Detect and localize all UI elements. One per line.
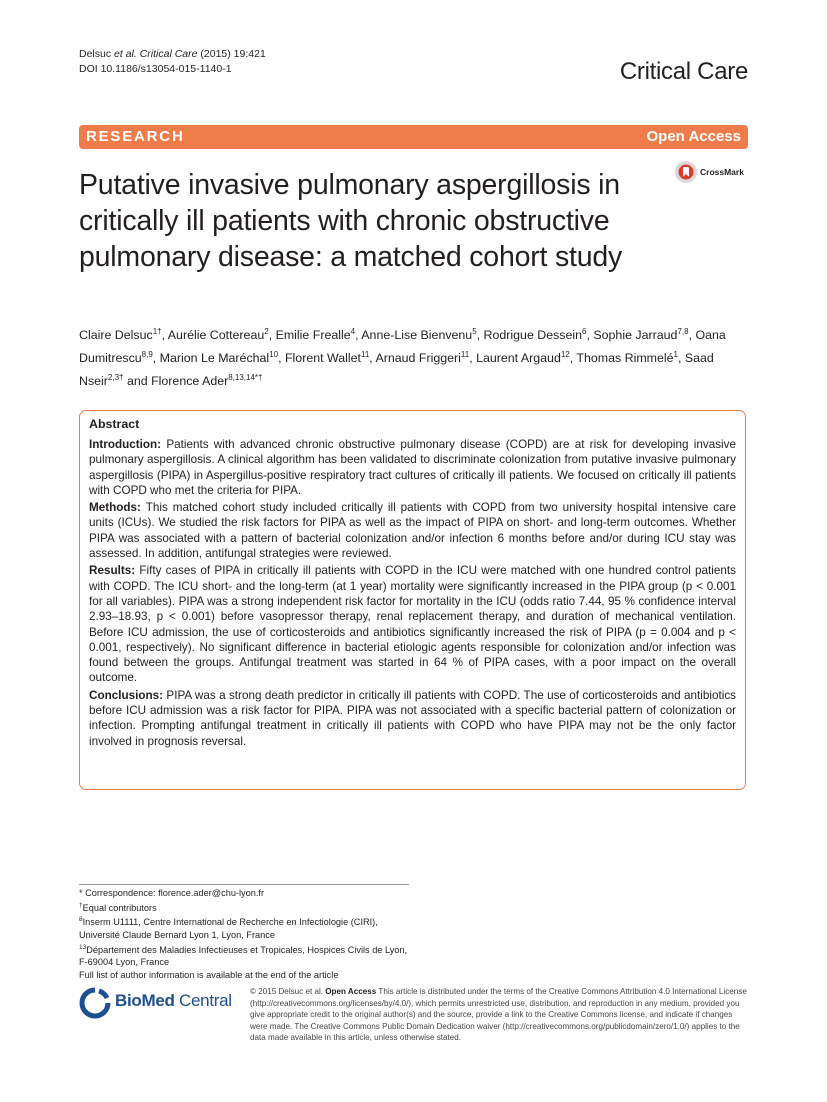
author: Anne-Lise Bienvenu$^5$ [361,327,477,343]
author: Thomas Rimmelé$^1$ [576,350,678,366]
license-text: © 2015 Delsuc et al. Open Access This article is distributed under the terms of the Creative Commons Attribution 4.0 International License (http://creativecommons.org/licenses/by/4.0/), which permits unrestricted use, distribution, and reproduction in any medium, provided you give appropriate credit to the original author(s) and the source, provide a link to the Creative Commons license, and indicate if changes were made. The Creative Commons Public Domain Dedication waiver (http://creativecommons.org/publicdomain/zero/1.0/) applies to the data made available in this article, unless otherwise stated. [250,987,747,1043]
correspondence[interactable]: * Correspondence: florence.ader@chu-lyon.fr [79,888,265,898]
article-title: Putative invasive pulmonary aspergillosis in critically ill patients with chronic obstructive pulmonary disease: a matched cohort study [79,169,623,273]
citation-author: Delsuc [79,48,112,60]
open-access-label: Open Access [646,128,741,145]
abstract-heading: Abstract [89,417,140,431]
footnotes [79,884,409,981]
author: Claire Delsuc$^{1\dagger}$ [79,327,162,343]
affiliation-8: $^8$Inserm U1111, Centre International de Recherche en Infectiologie (CIRI), Université Claude Bernard Lyon 1, Lyon, France [79,916,378,940]
equal-contributors: †Equal contributors [79,901,157,913]
abstract-methods: Methods: This matched cohort study included critically ill patients with COPD from two university hospital intensive care units (ICUs). We studied the risk factors for PIPA as well as the impact of PIPA on short- and long-term outcomes. Whether PIPA was associated with a pattern of bacterial colonization and/or infection 6 months before and/or during ICU stay was assessed. In addition, antifungal strategies were reviewed. [89,501,736,561]
biomed-central-logo-icon [79,987,111,1019]
publisher-logo [79,985,239,1021]
abstract-box [79,410,746,790]
abstract-results: Results: Fifty cases of PIPA in critically ill patients with COPD in the ICU were matched with one hundred control patients with COPD. The ICU short- and the long-term (at 1 year) mortality were significantly increased in the PIPA group (p < 0.001 for all variables). PIPA was a strong independent risk factor for mortality in the ICU (odds ratio 7.44, 95 % confidence interval 2.93–18.93, p < 0.001) before vasopressor therapy, renal replacement therapy, and duration of mechanical ventilation. Before ICU admission, the use of corticosteroids and antibiotics significantly increased the risk of PIPA (p = 0.004 and p < 0.001, respectively). No significant difference in bacterial etiologic agents responsible for colonization and/or infection was found between the groups. Antifungal treatment was started in 64 % of PIPA cases, with a poor impact on the overall outcome. [89,564,736,685]
author: Aurélie Cottereau$^2$ [167,327,269,343]
author-list: Claire Delsuc$^{1\dagger}$, Aurélie Cottereau$^2$, Emilie Frealle$^4$, Anne-Lise Bienvenu$^5$, Rodrigue Dessein$^6$, Sophie Jarraud$^{7,8}$, Oana Dumitrescu$^{8,9}$, Marion Le Maréchal$^{10}$, Florent Wallet$^{11}$, Arnaud Friggeri$^{11}$, Laurent Argaud$^{12}$, Thomas Rimmelé$^1$, Saad Nseir$^{2,3\dagger}$ and Florence Ader$^{8,13,14*\dagger}$ [79,327,726,389]
crossmark-badge[interactable] [674,160,754,190]
author: Oana Dumitrescu$^{8,9}$ [79,328,726,366]
author: Arnaud Friggeri$^{11}$ [375,350,470,366]
citation-et-al: et al. [114,48,137,60]
citation-journal: Critical Care [139,48,198,60]
author: Sophie Jarraud$^{7,8}$ [593,327,689,343]
publisher-name: BioMed Central [115,991,232,1010]
author: Rodrigue Dessein$^6$ [483,327,587,343]
author: Saad Nseir$^{2,3\dagger}$ [79,351,714,389]
citation-header [79,47,266,77]
crossmark-label: CrossMark [700,167,744,177]
article-type-banner [79,125,748,149]
author: Florence Ader$^{8,13,14*\dagger}$ [151,373,263,389]
journal-name: Critical Care [619,58,748,85]
author: Marion Le Maréchal$^{10}$ [159,350,279,366]
crossmark-icon [674,160,698,184]
author: Florent Wallet$^{11}$ [284,350,370,366]
abstract-conclusions: Conclusions: PIPA was a strong death predictor in critically ill patients with COPD. The use of corticosteroids and antibiotics before ICU admission was a risk factor for PIPA. PIPA was not associated with a specific bacterial pattern of colonization or infection. Prompting antifungal treatment in critically ill patients with COPD who have PIPA may not be the only factor involved in prognosis reversal. [89,688,737,748]
author: Emilie Frealle$^4$ [275,327,356,343]
citation-year-volume: (2015) 19:421 [200,48,266,60]
authors-and: and [126,374,148,389]
abstract-introduction: Introduction: Patients with advanced chronic obstructive pulmonary disease (COPD) are at risk for developing invasive pulmonary aspergillosis. A clinical algorithm has been validated to discriminate colonization from putative invasive pulmonary aspergillosis (PIPA) in Aspergillus-positive respiratory tract cultures of critically ill patients. We focused on critically ill patients with COPD who met the criteria for PIPA. [89,438,736,497]
author: Laurent Argaud$^{12}$ [476,350,570,366]
doi: DOI 10.1186/s13054-015-1140-1 [79,63,232,75]
full-author-info-note: Full list of author information is available at the end of the article [79,969,339,980]
citation-line [79,47,266,62]
affiliation-13: $^{13}$Département des Maladies Infectieuses et Tropicales, Hospices Civils de Lyon, F-69004 Lyon, France [79,943,408,968]
article-type: RESEARCH [86,128,185,145]
